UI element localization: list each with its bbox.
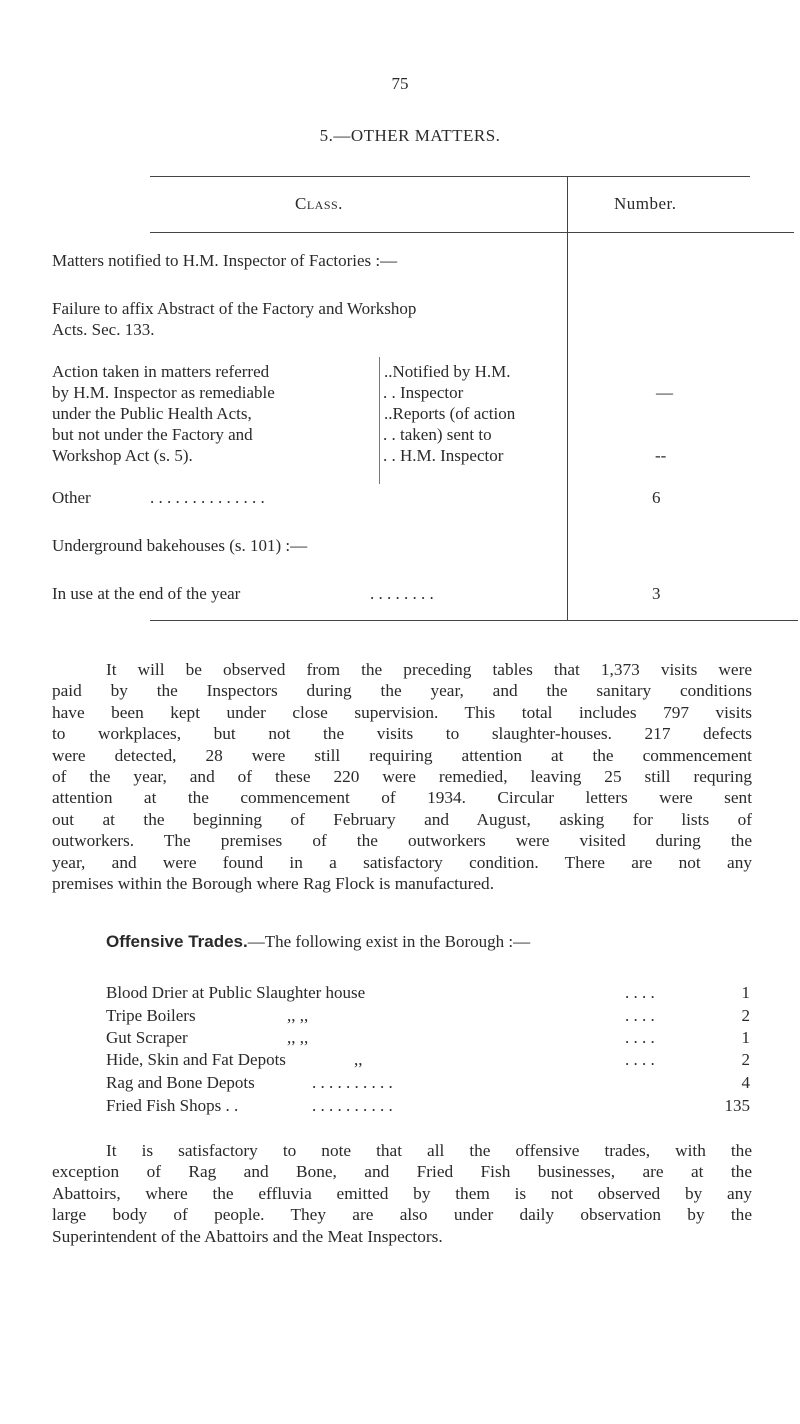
underground-heading: Underground bakehouses (s. 101) :— — [52, 536, 308, 555]
paragraph-line: It will be observed from the preceding tables that 1,373 visits were — [106, 660, 752, 679]
action-right-3: ..Reports (of action — [384, 404, 516, 423]
trade-count: 135 — [724, 1096, 750, 1115]
in-use-value: 3 — [652, 584, 661, 603]
trade-ditto-marks: ,, ,, — [287, 1006, 309, 1025]
offensive-trades-intro: —The following exist in the Borough :— — [247, 932, 531, 951]
paragraph-line: of the year, and of these 220 were remedied, leaving 25 still requring — [52, 766, 752, 786]
table-header-rule — [150, 232, 794, 233]
trade-leader-dots: . . . . . . . . . . — [312, 1096, 393, 1115]
trade-count: 1 — [741, 983, 750, 1002]
trade-name: Blood Drier at Public Slaughter house — [106, 983, 366, 1002]
trade-name: Rag and Bone Depots — [106, 1073, 255, 1092]
notified-heading: Matters notified to H.M. Inspector of Factories :— — [52, 251, 398, 270]
paragraph-line: Superintendent of the Abattoirs and the Meat Inspectors. — [52, 1226, 443, 1246]
action-right-2: . . Inspector — [383, 383, 464, 402]
offensive-trades-heading-line — [106, 932, 530, 952]
action-left-3: under the Public Health Acts, — [52, 404, 252, 423]
paragraph-line: exception of Rag and Bone, and Fried Fish businesses, are at the — [52, 1162, 752, 1182]
trade-count: 2 — [741, 1050, 750, 1069]
trade-count: 2 — [741, 1006, 750, 1025]
trade-ditto-marks: ,, ,, — [287, 1028, 309, 1047]
trade-ditto-marks: ,, — [354, 1050, 363, 1069]
trade-leader-dots: . . . . — [625, 1006, 655, 1025]
failure-line-1: Failure to affix Abstract of the Factory and Workshop — [52, 299, 417, 318]
column-header-number: Number. — [614, 194, 677, 213]
trade-name: Tripe Boilers — [106, 1006, 196, 1025]
paragraph-line: out at the beginning of February and August, asking for lists of — [52, 809, 752, 829]
in-use-label: In use at the end of the year — [52, 584, 241, 603]
paragraph-line: large body of people. They are also under daily observation by the — [52, 1205, 752, 1225]
inspection-paragraph — [52, 659, 752, 894]
in-use-leader-dots: . . . . . . . . — [370, 584, 434, 603]
offensive-trades-heading: Offensive Trades. — [106, 932, 248, 951]
column-header-class: Class. — [295, 194, 343, 213]
action-bracket-divider — [379, 357, 380, 484]
table-top-rule — [150, 176, 750, 177]
section-title: 5.—OTHER MATTERS. — [319, 126, 501, 145]
offensive-trades-paragraph — [52, 1140, 752, 1247]
trade-count: 4 — [741, 1073, 750, 1092]
action-left-1: Action taken in matters referred — [52, 362, 270, 381]
trade-leader-dots: . . . . — [625, 1050, 655, 1069]
table-bottom-rule — [150, 620, 798, 621]
paragraph-line: have been kept under close supervision. This total includes 797 visits — [52, 702, 752, 722]
paragraph-line: year, and were found in a satisfactory condition. There are not any — [52, 852, 752, 872]
paragraph-line: outworkers. The premises of the outworkers were visited during the — [52, 831, 752, 851]
action-right-5: . . H.M. Inspector — [383, 446, 504, 465]
paragraph-line: to workplaces, but not the visits to slaughter-houses. 217 defects — [52, 724, 752, 744]
paragraph-line: paid by the Inspectors during the year, and the sanitary conditions — [52, 681, 752, 701]
action-right-4: . . taken) sent to — [383, 425, 492, 444]
table-column-divider — [567, 176, 568, 620]
paragraph-line: It is satisfactory to note that all the offensive trades, with the — [106, 1141, 752, 1160]
action-left-4: but not under the Factory and — [52, 425, 253, 444]
reports-value: -- — [655, 446, 667, 465]
paragraph-line: were detected, 28 were still requiring attention at the commencement — [52, 745, 752, 765]
trade-name: Fried Fish Shops . . — [106, 1096, 239, 1115]
paragraph-line: Abattoirs, where the effluvia emitted by them is not observed by any — [52, 1183, 752, 1203]
notified-value: — — [656, 383, 673, 402]
action-left-2: by H.M. Inspector as remediable — [52, 383, 275, 402]
action-left-5: Workshop Act (s. 5). — [52, 446, 193, 465]
other-value: 6 — [652, 488, 661, 507]
paragraph-line: premises within the Borough where Rag Flock is manufactured. — [52, 873, 495, 893]
trade-name: Gut Scraper — [106, 1028, 188, 1047]
action-right-1: ..Notified by H.M. — [384, 362, 511, 381]
trade-name: Hide, Skin and Fat Depots — [106, 1050, 286, 1069]
failure-line-2: Acts. Sec. 133. — [52, 320, 155, 339]
trade-leader-dots: . . . . — [625, 983, 655, 1002]
other-leader-dots: . . . . . . . . . . . . . . — [150, 488, 265, 507]
page-number: 75 — [391, 74, 409, 93]
trade-leader-dots: . . . . . . . . . . — [312, 1073, 393, 1092]
paragraph-line: attention at the commencement of 1934. Circular letters were sent — [52, 788, 752, 808]
trade-leader-dots: . . . . — [625, 1028, 655, 1047]
other-label: Other — [52, 488, 91, 507]
trade-count: 1 — [741, 1028, 750, 1047]
